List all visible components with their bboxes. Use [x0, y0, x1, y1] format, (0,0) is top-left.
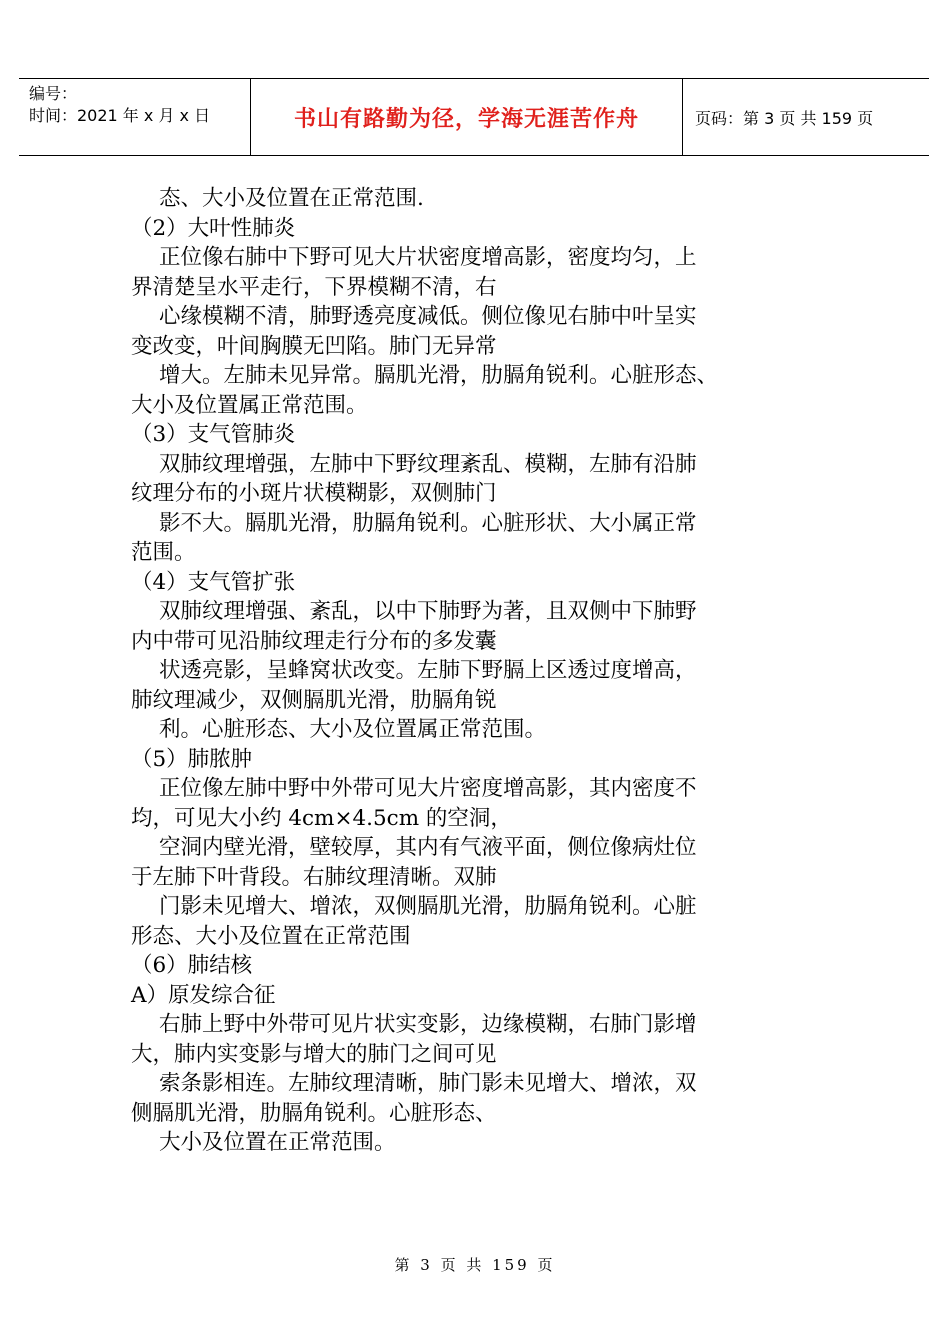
body-line: 态、大小及位置在正常范围.	[159, 186, 424, 211]
body-line: 双肺纹理增强，左肺中下野纹理紊乱、模糊，左肺有沿肺	[159, 451, 697, 477]
body-line: 界清楚呈水平走行，下界模糊不清，右	[131, 274, 497, 300]
body-line: 形态、大小及位置在正常范围	[131, 923, 411, 949]
header-motto-cell	[251, 79, 683, 155]
header-meta-cell	[19, 79, 251, 155]
header-page-cell	[683, 79, 929, 155]
section-heading: （5）肺脓肿	[131, 746, 253, 772]
body-line: 正位像右肺中下野可见大片状密度增高影，密度均匀，上	[159, 245, 697, 270]
body-line: 右肺上野中外带可见片状实变影，边缘模糊，右肺门影增	[159, 1012, 697, 1037]
body-line: 范围。	[131, 540, 196, 565]
body-line: 大小及位置在正常范围。	[159, 1130, 396, 1155]
body-line: 肺纹理减少，双侧膈肌光滑，肋膈角锐	[131, 687, 497, 713]
section-heading: （2）大叶性肺炎	[131, 215, 296, 241]
body-line: 于左肺下叶背段。右肺纹理清晰。双肺	[131, 864, 497, 890]
body-line: 利。心脏形态、大小及位置属正常范围。	[159, 717, 547, 742]
body-line: 侧膈肌光滑，肋膈角锐利。心脏形态、	[131, 1100, 497, 1126]
footer-page-number: 第 3 页 共 159 页	[394, 1256, 556, 1274]
header-motto: 书山有路勤为径，学海无涯苦作舟	[293, 106, 639, 132]
body-line: 变改变，叶间胸膜无凹陷。肺门无异常	[131, 333, 497, 359]
document-body	[131, 184, 831, 1158]
header-page-number: 页码：第 3 页 共 159 页	[695, 108, 874, 128]
body-line: 索条影相连。左肺纹理清晰，肺门影未见增大、增浓，双	[159, 1071, 697, 1096]
body-line: 纹理分布的小斑片状模糊影，双侧肺门	[131, 481, 497, 506]
section-heading: （6）肺结核	[131, 953, 253, 978]
body-line: 心缘模糊不清，肺野透亮度减低。侧位像见右肺中叶呈实	[159, 304, 697, 329]
body-line: 均，可见大小约 4cm×4.5cm 的空洞，	[131, 805, 512, 831]
body-line: 状透亮影，呈蜂窝状改变。左肺下野膈上区透过度增高，	[159, 658, 697, 683]
body-line: 门影未见增大、增浓，双侧膈肌光滑，肋膈角锐利。心脏	[159, 894, 697, 919]
body-line: 空洞内壁光滑，壁较厚，其内有气液平面，侧位像病灶位	[159, 835, 697, 860]
body-line: 正位像左肺中野中外带可见大片密度增高影，其内密度不	[159, 776, 697, 801]
subsection-heading: A）原发综合征	[131, 982, 276, 1008]
header-table	[19, 78, 929, 156]
body-line: 大，肺内实变影与增大的肺门之间可见	[131, 1041, 497, 1067]
document-date-label: 时间：2021 年 x 月 x 日	[29, 106, 211, 125]
section-heading: （3）支气管肺炎	[131, 422, 296, 447]
body-line: 双肺纹理增强、紊乱，以中下肺野为著，且双侧中下肺野	[159, 599, 697, 624]
body-line: 内中带可见沿肺纹理走行分布的多发囊	[131, 628, 497, 654]
document-number-label: 编号：	[29, 84, 78, 103]
body-line: 影不大。膈肌光滑，肋膈角锐利。心脏形状、大小属正常	[159, 510, 697, 536]
body-line: 增大。左肺未见异常。膈肌光滑，肋膈角锐利。心脏形态、	[159, 363, 719, 388]
section-heading: （4）支气管扩张	[131, 569, 296, 595]
body-line: 大小及位置属正常范围。	[131, 392, 368, 418]
